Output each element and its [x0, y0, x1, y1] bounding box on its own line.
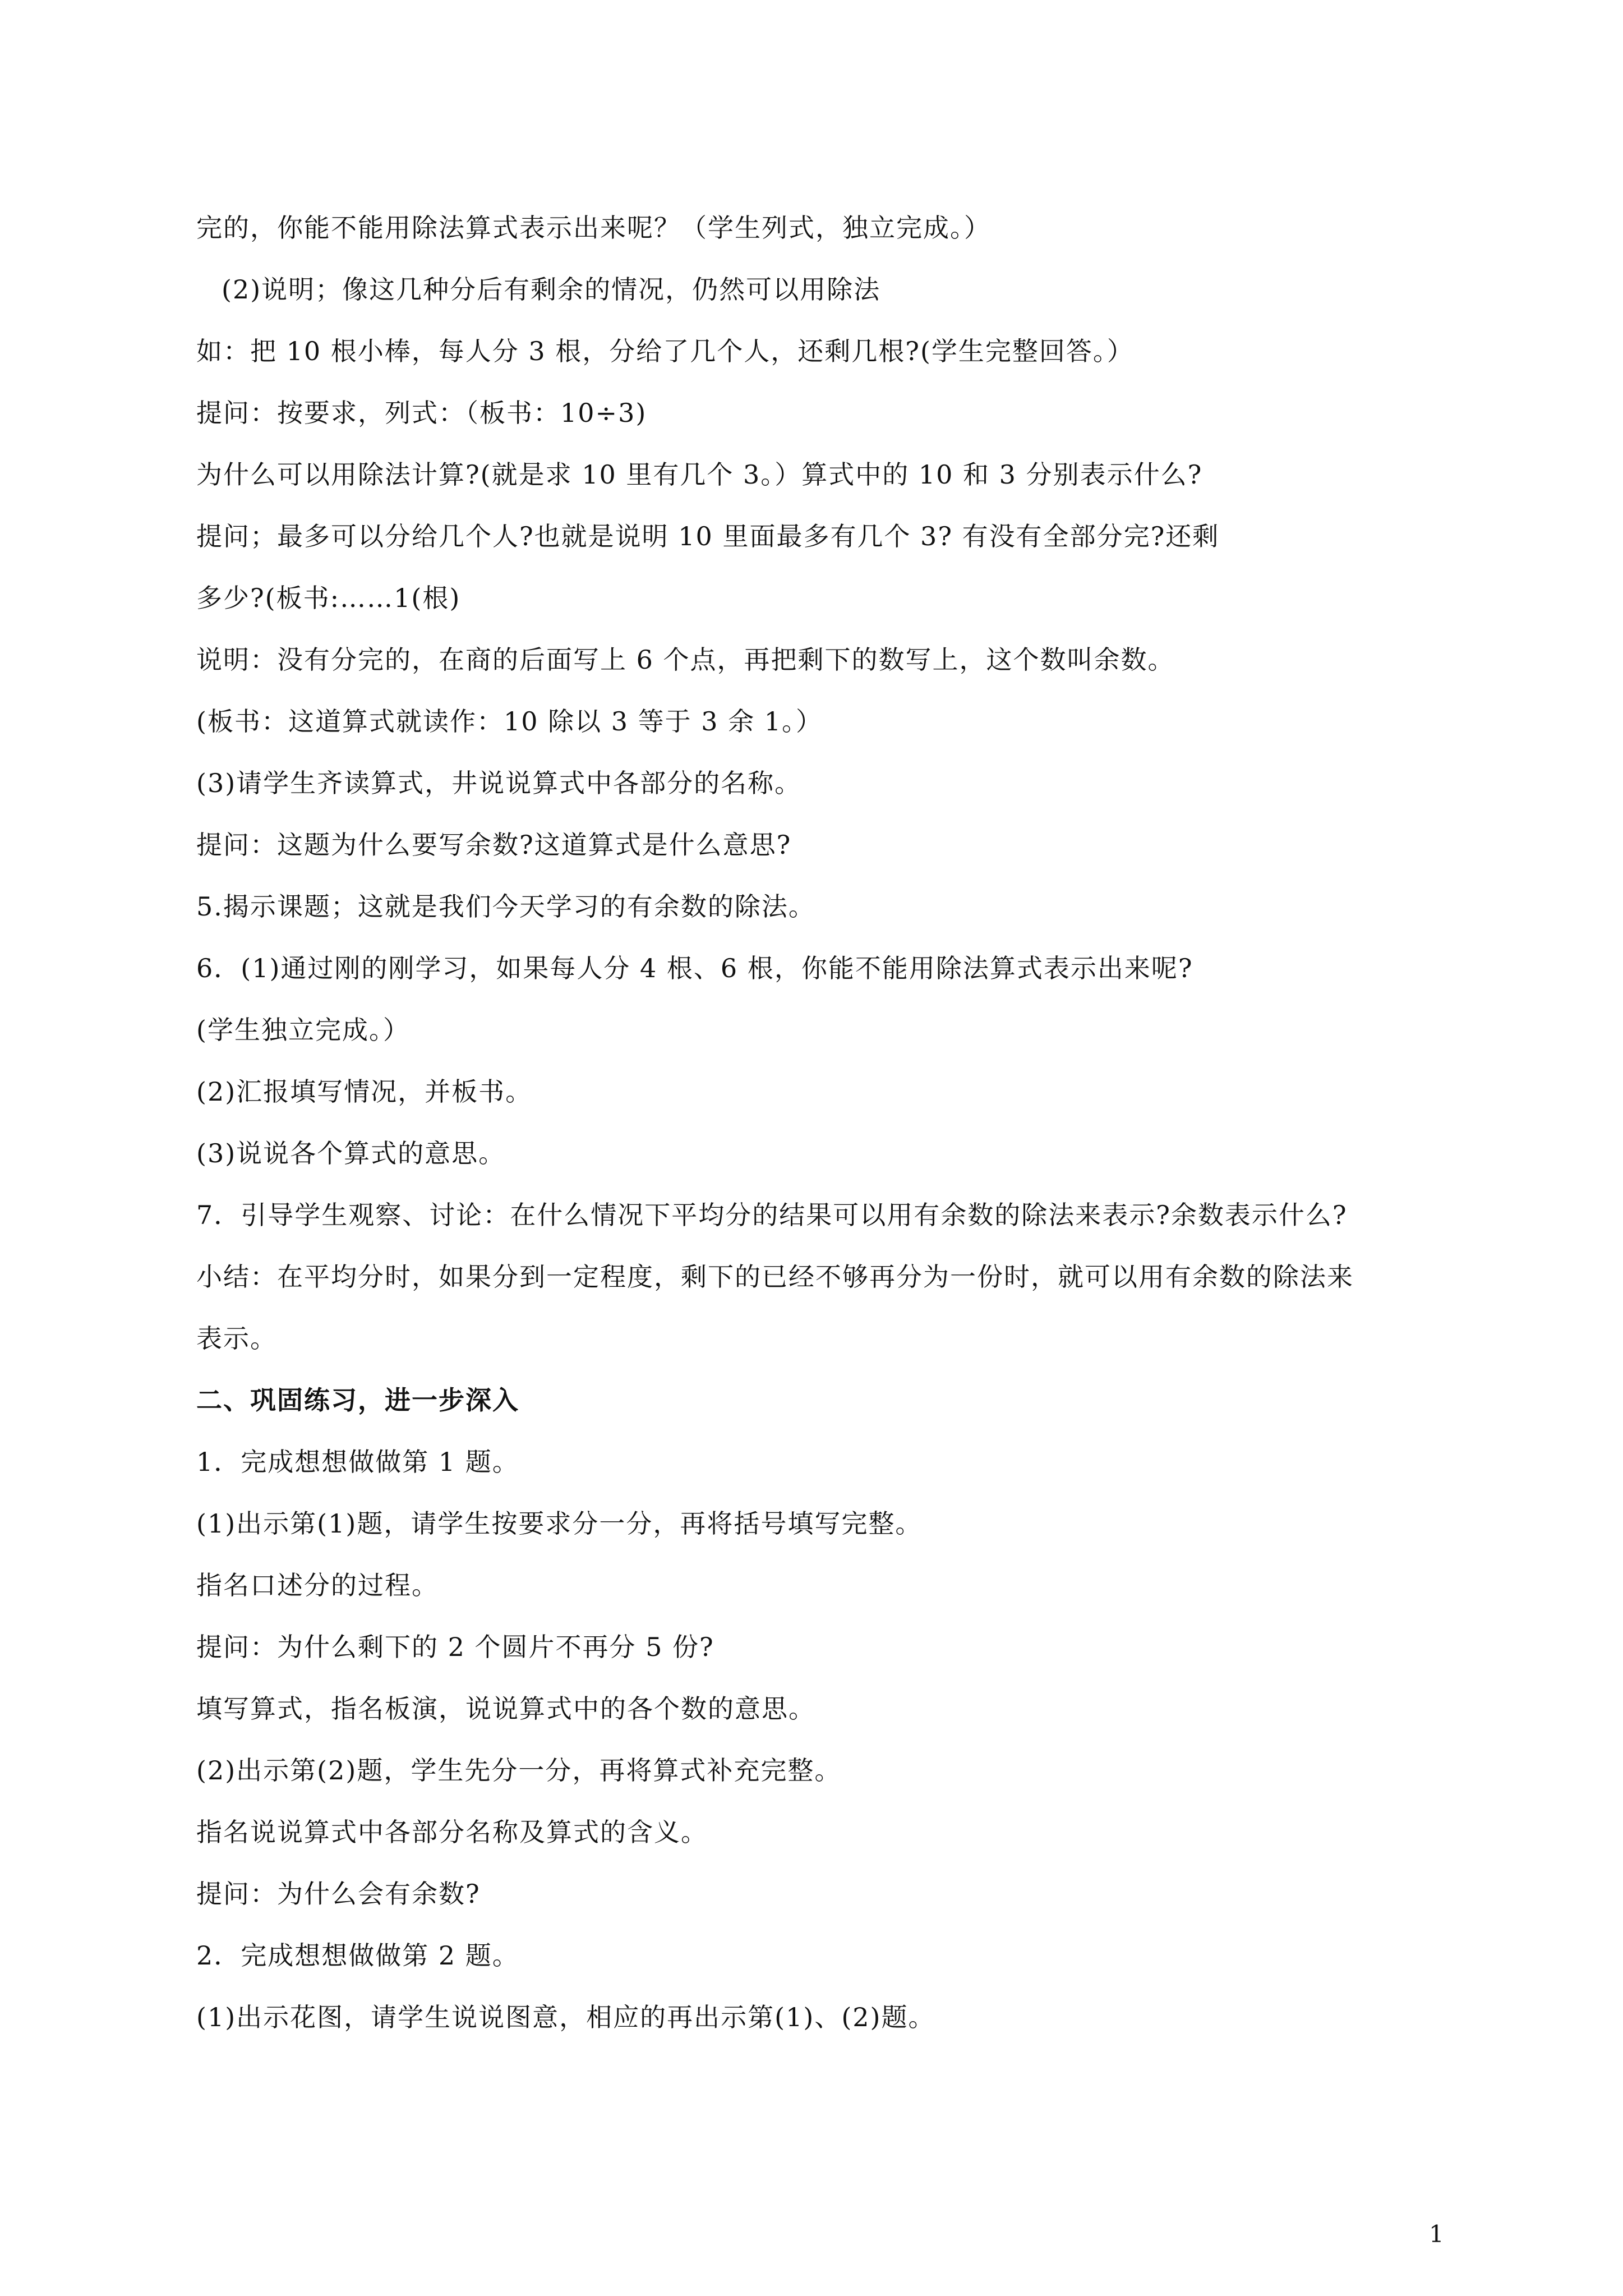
text-line: (3)请学生齐读算式，井说说算式中各部分的名称。 [196, 768, 802, 798]
text-line: 提问：按要求，列式：（板书：10÷3) [196, 398, 647, 428]
text-line: 2．完成想想做做第 2 题。 [196, 1940, 519, 1971]
text-line: (学生独立完成。） [196, 1015, 410, 1045]
text-line: 6．(1)通过刚的刚学习，如果每人分 4 根、6 根，你能不能用除法算式表示出来呢? [196, 953, 1193, 983]
text-line: 提问：为什么会有余数? [196, 1879, 481, 1909]
text-line: 指名说说算式中各部分名称及算式的含义。 [196, 1817, 708, 1847]
text-line: 5.揭示课题；这就是我们今天学习的有余数的除法。 [196, 891, 815, 922]
page-number: 1 [1429, 2220, 1444, 2248]
text-line: 为什么可以用除法计算?(就是求 10 里有几个 3。）算式中的 10 和 3 分别表示什么? [196, 459, 1203, 490]
section-heading: 二、巩固练习，进一步深入 [196, 1385, 519, 1415]
text-line: (2)汇报填写情况，并板书。 [196, 1076, 533, 1107]
text-line: 表示。 [196, 1323, 277, 1354]
text-line: (板书：这道算式就读作：10 除以 3 等于 3 余 1。） [196, 706, 823, 737]
text-line: 提问：这题为什么要写余数?这道算式是什么意思? [196, 830, 792, 860]
text-line: 7．引导学生观察、讨论：在什么情况下平均分的结果可以用有余数的除法来表示?余数表示什么? [196, 1200, 1348, 1230]
text-line: 指名口述分的过程。 [196, 1570, 439, 1600]
text-line: 提问；最多可以分给几个人?也就是说明 10 里面最多有几个 3? 有没有全部分完?还剩 [196, 521, 1220, 551]
text-line: 小结：在平均分时，如果分到一定程度，剩下的已经不够再分为一份时，就可以用有余数的除法来 [196, 1262, 1354, 1292]
text-line: 完的，你能不能用除法算式表示出来呢？（学生列式，独立完成。） [196, 213, 991, 243]
text-line: 说明：没有分完的，在商的后面写上 6 个点，再把剩下的数写上，这个数叫余数。 [196, 645, 1175, 675]
text-line: (1)出示第(1)题，请学生按要求分一分，再将括号填写完整。 [196, 1508, 923, 1539]
text-line: 1．完成想想做做第 1 题。 [196, 1447, 519, 1477]
text-line: 多少?(板书:……1(根) [196, 583, 461, 613]
text-line: (2)出示第(2)题，学生先分一分，再将算式补充完整。 [196, 1755, 842, 1786]
text-line: (3)说说各个算式的意思。 [196, 1138, 506, 1168]
text-line: (1)出示花图，请学生说说图意，相应的再出示第(1)、(2)题。 [196, 2002, 935, 2032]
text-line: (2)说明；像这几种分后有剩余的情况，仍然可以用除法 [222, 274, 881, 305]
text-line: 提问：为什么剩下的 2 个圆片不再分 5 份? [196, 1632, 714, 1662]
text-line: 填写算式，指名板演，说说算式中的各个数的意思。 [196, 1694, 815, 1724]
text-line: 如：把 10 根小棒，每人分 3 根，分给了几个人，还剩几根?(学生完整回答。） [196, 336, 1134, 366]
